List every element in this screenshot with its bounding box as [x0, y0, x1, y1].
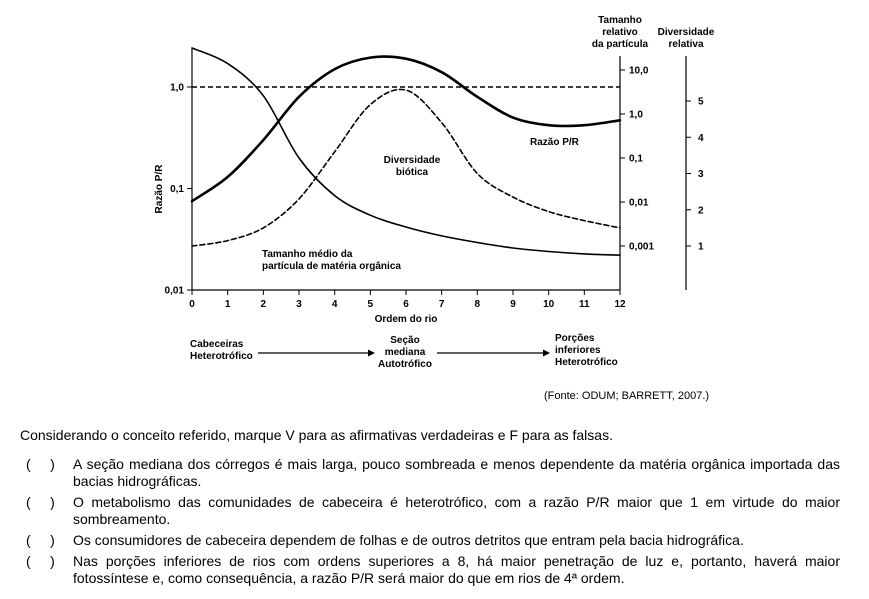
right-axis-2-tick-label: 1 — [698, 241, 704, 253]
chart-labels — [262, 137, 580, 272]
statement-item[interactable] — [20, 532, 840, 549]
chart-curves — [192, 48, 620, 255]
stage-lower-reaches-label: inferiores — [555, 345, 601, 356]
answer-box[interactable]: ( ) — [26, 456, 55, 472]
stage-headwaters-label: Heterotrófico — [190, 351, 253, 362]
statement-text: A seção mediana dos córregos é mais larga, pouco sombreada e menos dependente da matéria orgânica importada das bacias hidrográficas. — [73, 456, 840, 489]
right-axis-2-tick-label: 3 — [698, 169, 704, 180]
statement-item[interactable] — [20, 494, 840, 528]
x-tick-label: 7 — [438, 299, 445, 310]
statement-list — [20, 456, 840, 591]
left-tick-label: 1,0 — [170, 82, 184, 94]
x-tick-label: 4 — [331, 299, 338, 310]
statement-text: O metabolismo das comunidades de cabeceira é heterotrófico, com a razão P/R maior que 1 em virtude do maior sombreamento. — [73, 494, 840, 527]
right-axis-2-tick-label: 4 — [698, 132, 704, 144]
label-diversity: Diversidade — [383, 155, 441, 166]
statement-item[interactable] — [20, 456, 840, 490]
question-prompt: Considerando o conceito referido, marque V para as afirmativas verdadeiras e F para as falsas. — [20, 427, 613, 443]
right-axis-1-label: Tamanho — [598, 15, 642, 26]
x-tick-label: 5 — [367, 299, 374, 310]
arrow-headwaters-to-mid-head — [368, 350, 375, 357]
x-tick-label: 1 — [224, 299, 231, 310]
right-axis-1-tick-label: 1,0 — [629, 109, 643, 121]
right-axis-1-tick-label: 0,01 — [629, 197, 649, 209]
right-axis-2-label: relativa — [668, 39, 704, 50]
arrow-mid-to-lower-head — [543, 350, 550, 357]
right-axis-1-label: relativo — [602, 27, 638, 38]
answer-box[interactable]: ( ) — [26, 532, 55, 548]
series-particle-size-line — [192, 48, 620, 255]
label-particle-size: partícula de matéria orgânica — [262, 261, 401, 272]
source-citation: (Fonte: ODUM; BARRETT, 2007.) — [544, 390, 710, 402]
x-axis-label: Ordem do rio — [374, 314, 438, 325]
left-tick-label: 0,01 — [164, 285, 184, 297]
answer-box[interactable]: ( ) — [26, 553, 55, 569]
right-axis-2-tick-label: 2 — [698, 205, 704, 217]
x-tick-label: 10 — [543, 299, 555, 310]
statement-item[interactable] — [20, 553, 840, 587]
stage-lower-reaches-label: Porções — [555, 333, 595, 344]
label-pr-ratio: Razão P/R — [530, 137, 579, 148]
x-tick-label: 2 — [260, 299, 267, 310]
left-tick-label: 0,1 — [170, 184, 184, 195]
right-axis-2-tick-label: 5 — [698, 96, 704, 108]
right-axis-1-tick-label: 0,1 — [629, 153, 643, 165]
right-axis-2-label: Diversidade — [657, 27, 715, 38]
x-tick-label: 9 — [510, 299, 516, 310]
series-pr-ratio-line — [192, 57, 620, 202]
stage-midsection-label: Autotrófico — [378, 359, 432, 370]
label-diversity: biótica — [395, 167, 429, 178]
x-tick-label: 0 — [189, 299, 195, 310]
statement-text: Os consumidores de cabeceira dependem de folhas e de outros detritos que entram pela bacia hidrográfica. — [73, 532, 744, 548]
x-tick-label: 6 — [403, 299, 409, 310]
stage-diagram — [190, 333, 618, 370]
statement-text: Nas porções inferiores de rios com ordens superiores a 8, há maior penetração de luz e, portanto, haverá maior fotossíntese e, como consequência, a razão P/R será maior do que em rios de 4ª ordem. — [73, 553, 840, 586]
x-tick-label: 11 — [579, 299, 590, 310]
right-axis-1-tick-label: 0,001 — [629, 241, 655, 253]
x-tick-label: 3 — [296, 299, 302, 310]
stage-midsection-label: Seção — [390, 335, 420, 346]
x-tick-label: 12 — [614, 299, 626, 310]
chart-axes — [154, 15, 715, 325]
x-tick-label: 8 — [474, 299, 481, 310]
answer-box[interactable]: ( ) — [26, 494, 55, 510]
label-particle-size: Tamanho médio da — [262, 249, 353, 260]
left-axis-label: Razão P/R — [154, 164, 165, 214]
stage-lower-reaches-label: Heterotrófico — [555, 357, 618, 368]
right-axis-1-tick-label: 10,0 — [629, 65, 649, 77]
right-axis-1-label: da partícula — [591, 39, 649, 50]
stage-midsection-label: mediana — [384, 347, 426, 358]
stage-headwaters-label: Cabeceiras — [190, 339, 244, 350]
